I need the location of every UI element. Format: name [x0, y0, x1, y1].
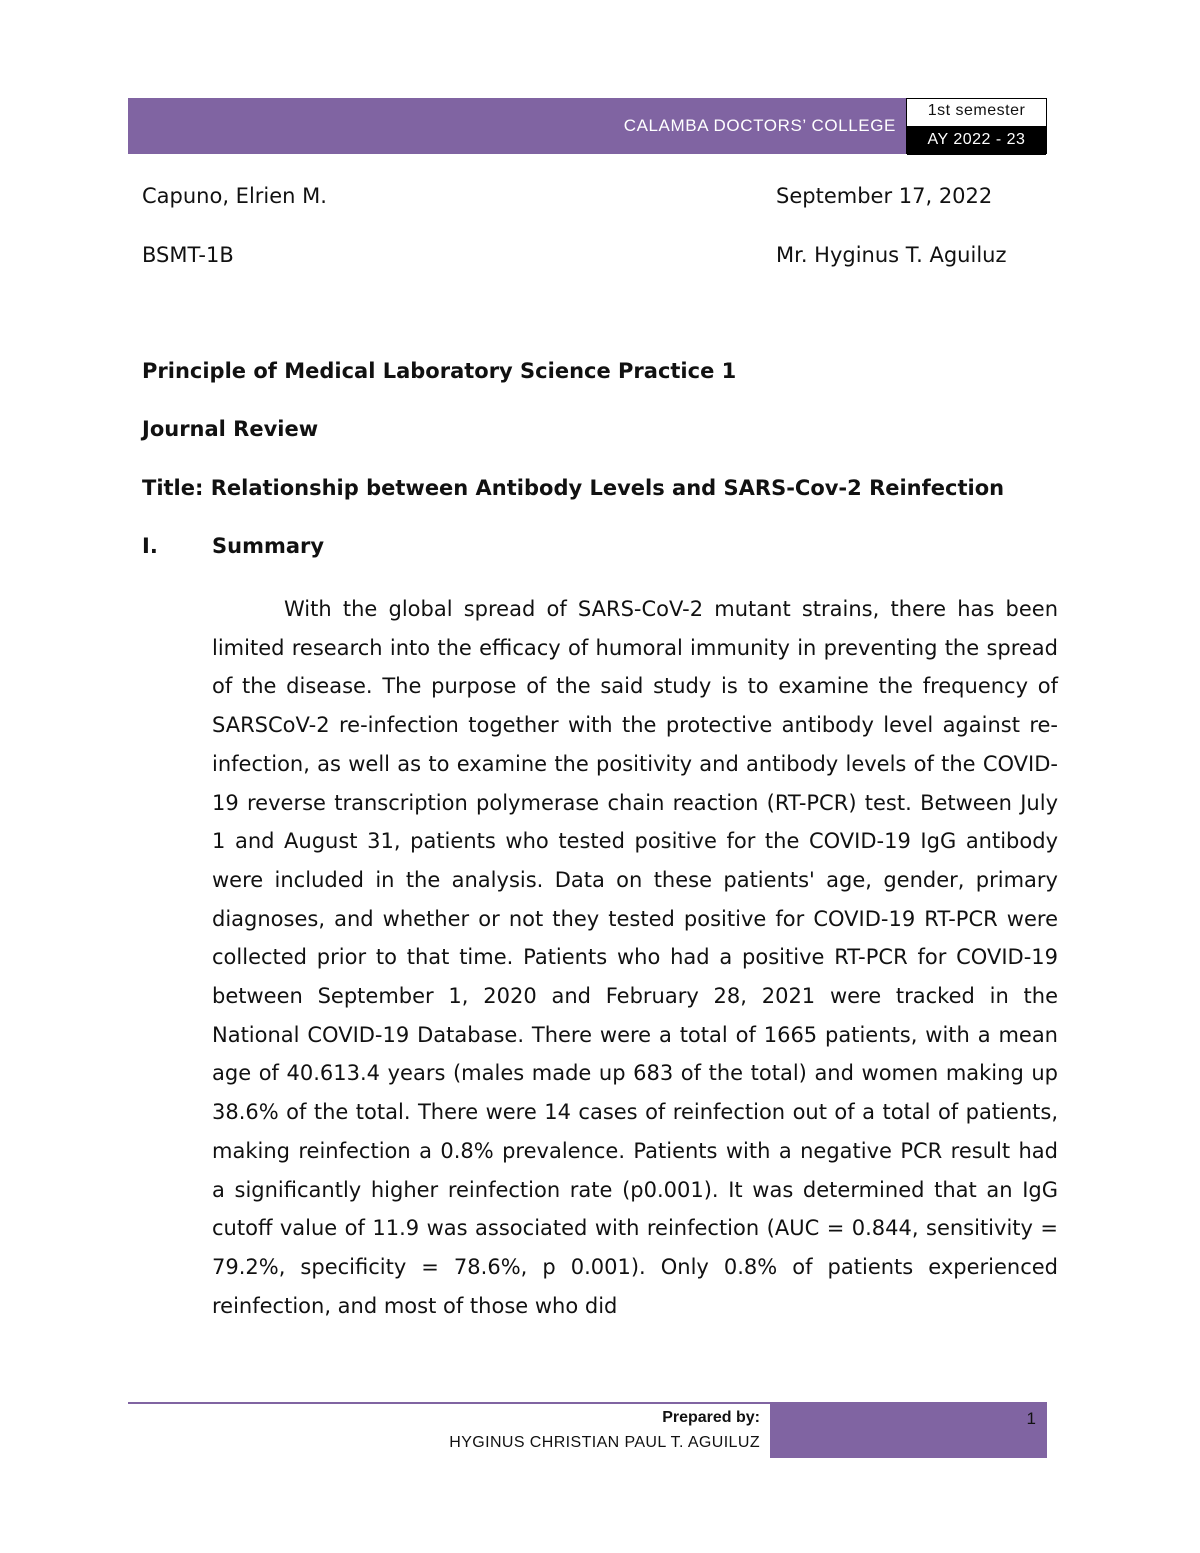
semester-label: 1st semester	[927, 102, 1026, 119]
page-number: 1	[1026, 1409, 1036, 1428]
section-number: I.	[142, 534, 158, 558]
academic-year-label: AY 2022 - 23	[927, 131, 1026, 148]
course-title: Principle of Medical Laboratory Science Practice 1	[142, 359, 737, 383]
document-type: Journal Review	[142, 417, 319, 441]
footer-divider	[128, 1402, 770, 1404]
instructor-name: Mr. Hyginus T. Aguiluz	[776, 243, 1007, 267]
semester-box	[906, 98, 1047, 154]
submission-date: September 17, 2022	[776, 184, 993, 208]
section-heading: Summary	[212, 534, 325, 558]
student-name: Capuno, Elrien M.	[142, 184, 327, 208]
student-section: BSMT-1B	[142, 243, 234, 267]
preparer-name: HYGINUS CHRISTIAN PAUL T. AGUILUZ	[449, 1434, 760, 1451]
summary-paragraph: With the global spread of SARS-CoV-2 mutant strains, there has been limited research into the efficacy of humoral immunity in preventing the spread of the disease. The purpose of the said study is to examine the frequency of SARSCoV-2 re-infection together with the protective antibody level against re-infection, as well as to examine the positivity and antibody levels of the COVID-19 reverse transcription polymerase chain reaction (RT-PCR) test. Between July 1 and August 31, patients who tested positive for the COVID-19 IgG antibody were included in the analysis. Data on these patients' age, gender, primary diagnoses, and whether or not they tested positive for COVID-19 RT-PCR were collected prior to that time. Patients who had a positive RT-PCR for COVID-19 between September 1, 2020 and February 28, 2021 were tracked in the National COVID-19 Database. There were a total of 1665 patients, with a mean age of 40.613.4 years (males made up 683 of the total) and women making up 38.6% of the total. There were 14 cases of reinfection out of a total of patients, making reinfection a 0.8% prevalence. Patients with a negative PCR result had a significantly higher reinfection rate (p0.001). It was determined that an IgG cutoff value of 11.9 was associated with reinfection (AUC = 0.844, sensitivity = 79.2%, specificity = 78.6%, p 0.001). Only 0.8% of patients experienced reinfection, and most of those who did	[212, 597, 1058, 1318]
college-name: CALAMBA DOCTORS’ COLLEGE	[623, 116, 896, 135]
review-title: Title: Relationship between Antibody Levels and SARS-Cov-2 Reinfection	[142, 476, 1005, 500]
prepared-by-label: Prepared by:	[662, 1409, 760, 1426]
